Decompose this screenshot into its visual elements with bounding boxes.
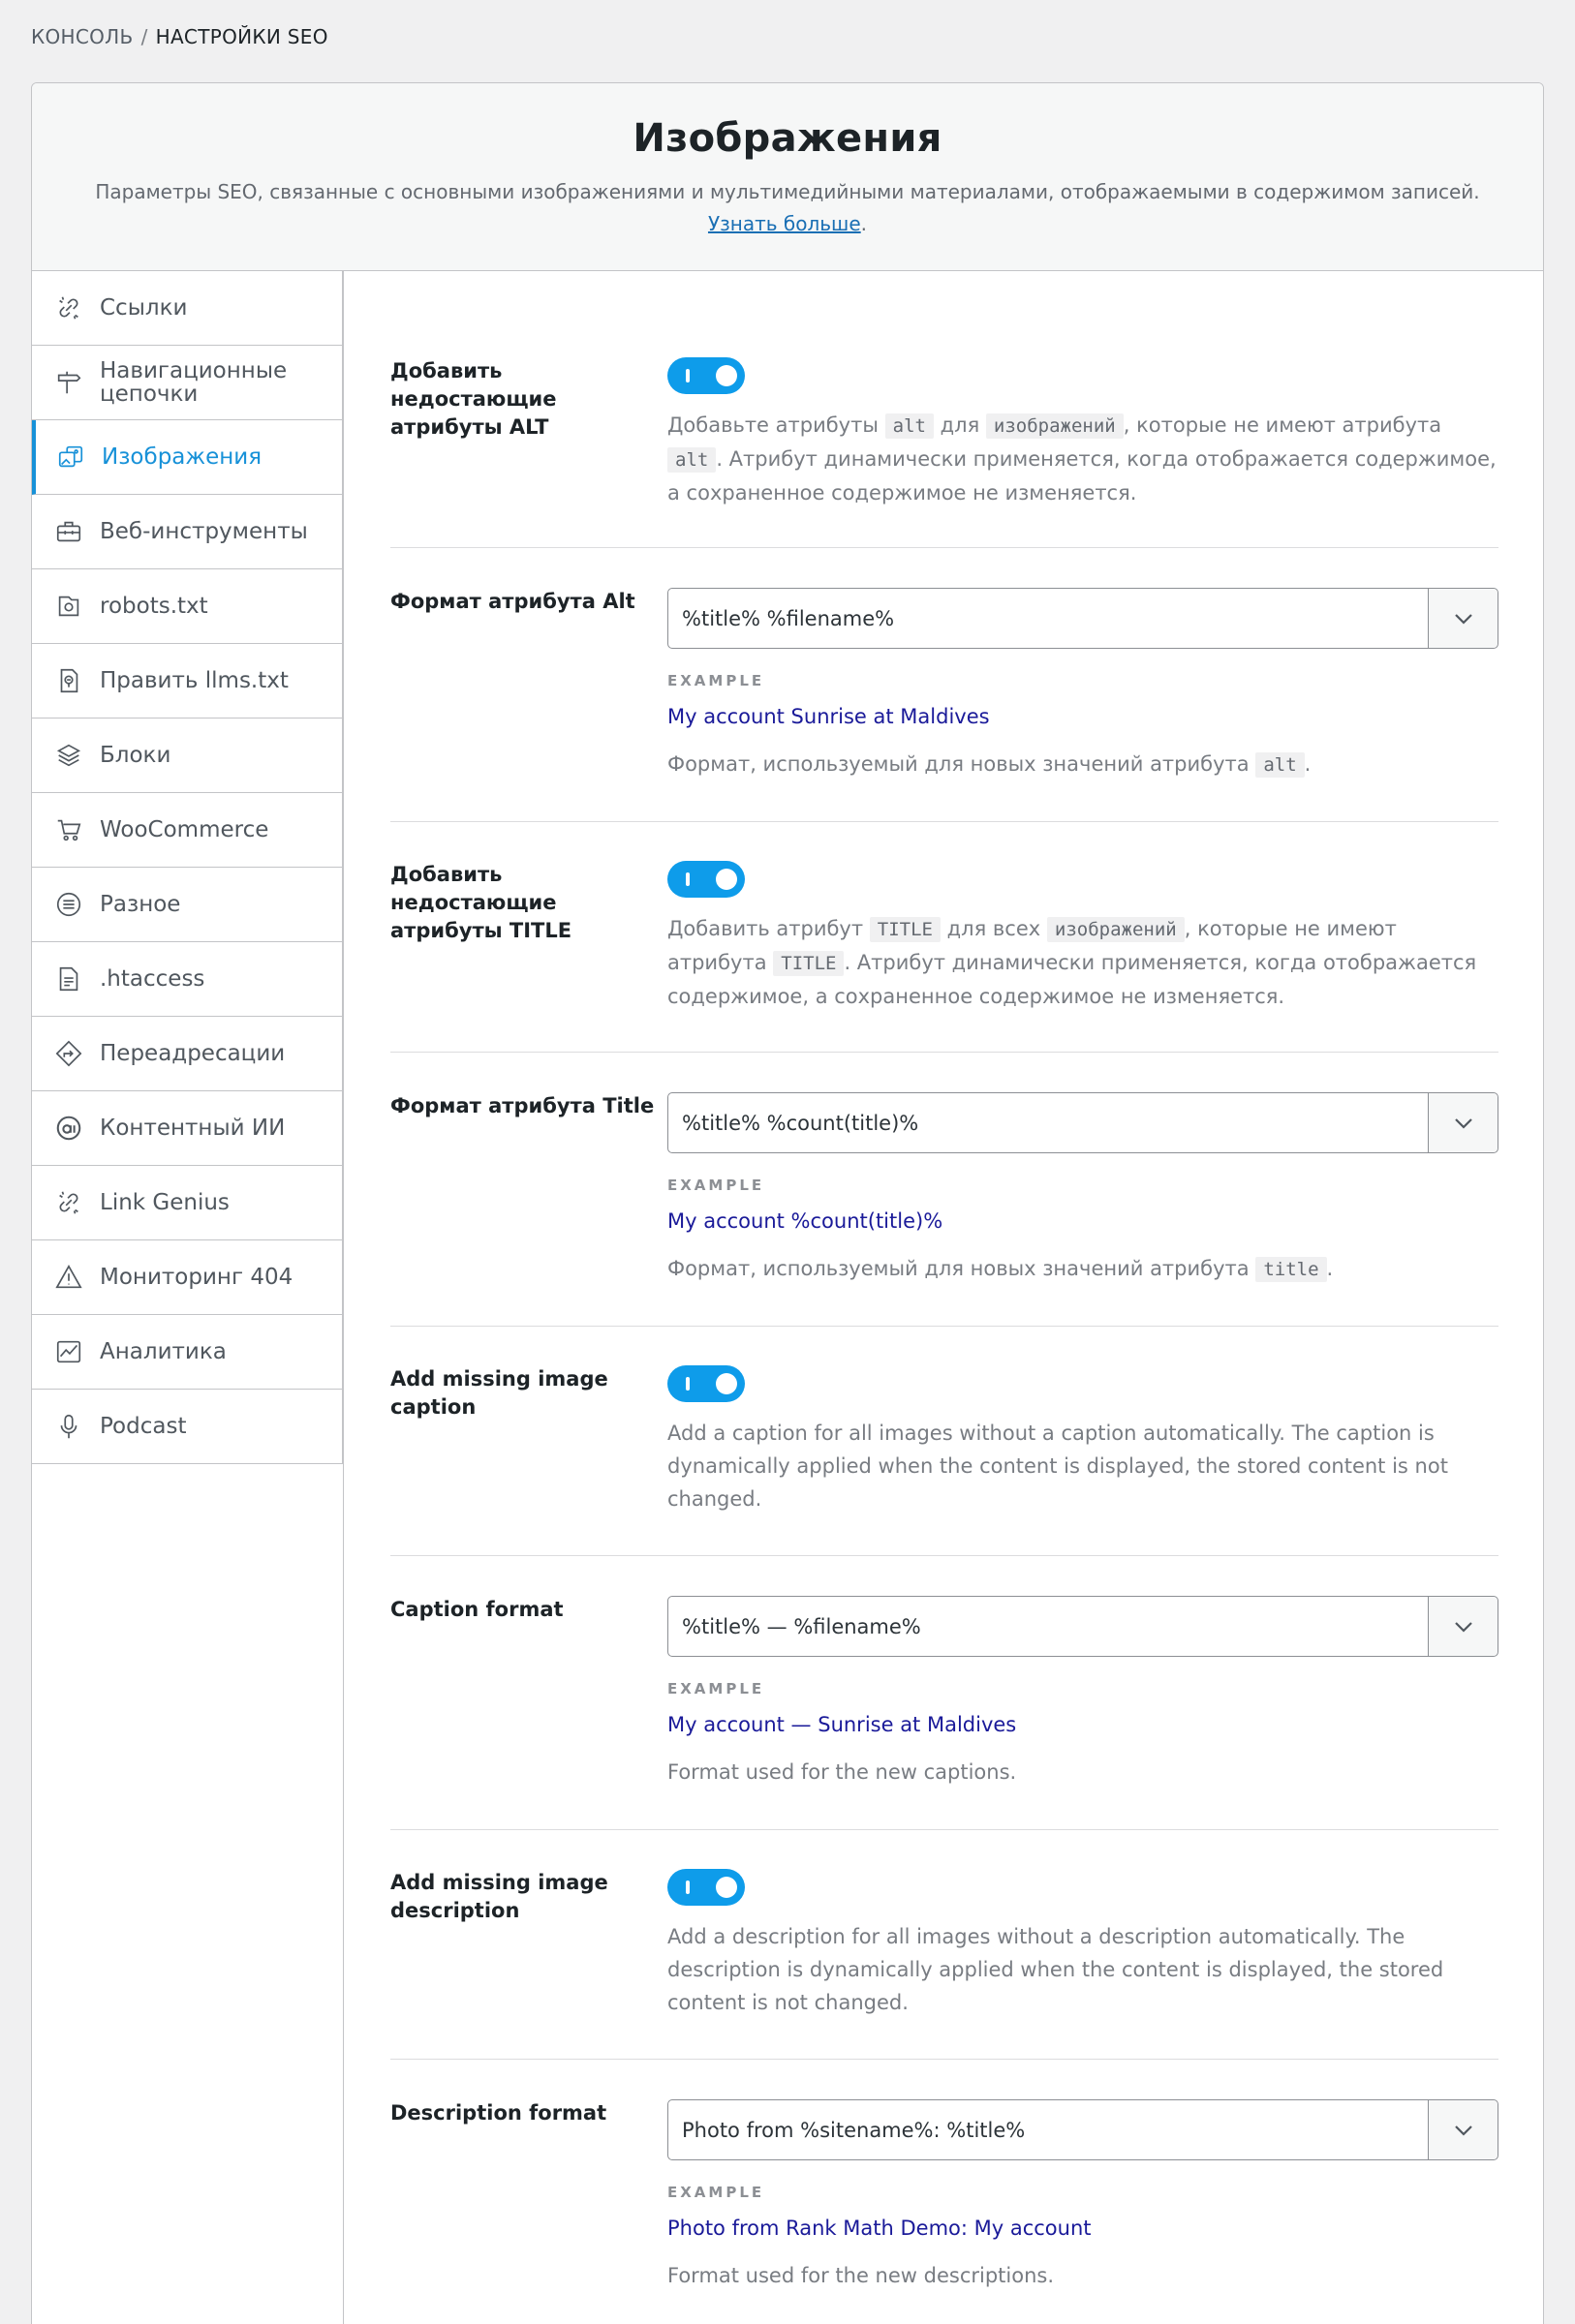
select-value: %title% %filename% bbox=[682, 606, 895, 630]
sidebar-nav bbox=[32, 271, 343, 1464]
page-title: Изображения bbox=[633, 116, 942, 161]
robot-file-icon bbox=[53, 591, 84, 622]
settings-panel bbox=[31, 82, 1544, 2324]
breadcrumb bbox=[31, 25, 328, 48]
setting-description: Format used for the new captions. bbox=[667, 1760, 1017, 1784]
warning-icon bbox=[53, 1262, 84, 1293]
desc-text: . bbox=[1326, 1257, 1334, 1280]
chevron-down-icon[interactable] bbox=[1428, 1597, 1498, 1656]
redirect-icon bbox=[53, 1038, 84, 1069]
llms-file-icon bbox=[53, 665, 84, 696]
page-description bbox=[32, 176, 1543, 240]
example-value: My account %count(title)% bbox=[667, 1209, 943, 1233]
setting-row-caption-format bbox=[390, 1556, 1498, 1830]
sidebar-item-htaccess[interactable] bbox=[32, 942, 342, 1017]
setting-row-title-format bbox=[390, 1053, 1498, 1327]
example-value: My account — Sunrise at Maldives bbox=[667, 1713, 1017, 1736]
code-snippet: TITLE bbox=[773, 951, 844, 976]
sidebar-item-llms[interactable] bbox=[32, 644, 342, 719]
sidebar-item-label: .htaccess bbox=[100, 966, 205, 992]
sidebar-item-woocommerce[interactable] bbox=[32, 793, 342, 868]
sidebar-item-redirections[interactable] bbox=[32, 1017, 342, 1091]
code-snippet: TITLE bbox=[870, 917, 941, 942]
sidebar-item-label: Контентный ИИ bbox=[100, 1116, 286, 1141]
analytics-icon bbox=[53, 1336, 84, 1367]
sidebar-item-label: Изображения bbox=[102, 444, 262, 470]
setting-row-alt-format bbox=[390, 548, 1498, 822]
example-label: EXAMPLE bbox=[667, 1177, 765, 1194]
setting-description: Add a description for all images without a description automatically. The description is dynamically applied when the content is displayed, the stored content is not changed. bbox=[667, 1925, 1444, 2014]
desc-text: , которые не имеют атрибута bbox=[667, 917, 1397, 974]
ai-icon bbox=[53, 1113, 84, 1144]
desc-text: . bbox=[1304, 752, 1312, 776]
signpost-icon bbox=[53, 367, 84, 398]
select-value: Photo from %sitename%: %title% bbox=[682, 2118, 1026, 2142]
code-snippet: alt bbox=[667, 447, 716, 473]
select-value: %title% %count(title)% bbox=[682, 1111, 919, 1135]
sidebar-item-label: Аналитика bbox=[100, 1339, 227, 1364]
setting-label: Добавить недостающие атрибуты ALT bbox=[390, 359, 557, 439]
desc-text: . Атрибут динамически применяется, когда отображается содержимое, а сохраненное содержимое не изменяется. bbox=[667, 447, 1497, 505]
code-snippet: alt bbox=[885, 413, 934, 439]
desc-text: Формат, используемый для новых значений атрибута bbox=[667, 1257, 1250, 1280]
setting-row-caption-toggle bbox=[390, 1327, 1498, 1556]
sidebar-item-content-ai[interactable] bbox=[32, 1091, 342, 1166]
desc-text: для bbox=[940, 413, 980, 437]
link-icon bbox=[53, 292, 84, 323]
sidebar-item-breadcrumbs[interactable] bbox=[32, 346, 342, 420]
code-snippet: title bbox=[1255, 1257, 1326, 1282]
desc-text: Формат, используемый для новых значений атрибута bbox=[667, 752, 1250, 776]
page-header bbox=[32, 83, 1543, 271]
cart-icon bbox=[53, 814, 84, 845]
alt-toggle-switch[interactable] bbox=[667, 357, 745, 394]
sidebar-item-analytics[interactable] bbox=[32, 1315, 342, 1390]
learn-more-suffix: . bbox=[860, 212, 868, 235]
desc-text: , которые не имеют атрибута bbox=[1123, 413, 1442, 437]
sidebar-item-links[interactable] bbox=[32, 271, 342, 346]
sidebar-item-label: robots.txt bbox=[100, 594, 208, 619]
misc-icon bbox=[53, 889, 84, 920]
blocks-icon bbox=[53, 740, 84, 771]
sidebar-item-label: Мониторинг 404 bbox=[100, 1265, 293, 1290]
setting-label: Add missing image description bbox=[390, 1871, 608, 1922]
toolbox-icon bbox=[53, 516, 84, 547]
caption-toggle-switch[interactable] bbox=[667, 1365, 745, 1402]
example-label: EXAMPLE bbox=[667, 1680, 765, 1697]
sidebar-item-label: Править llms.txt bbox=[100, 668, 289, 693]
sidebar-item-misc[interactable] bbox=[32, 868, 342, 942]
setting-description bbox=[667, 409, 1498, 509]
learn-more-link[interactable]: Узнать больше bbox=[707, 212, 861, 235]
sidebar-item-label: Переадресации bbox=[100, 1041, 286, 1066]
setting-description bbox=[667, 912, 1498, 1013]
setting-description bbox=[667, 748, 1498, 781]
sidebar-item-label: Ссылки bbox=[100, 295, 188, 321]
select-value: %title% — %filename% bbox=[682, 1614, 921, 1638]
sidebar-item-link-genius[interactable] bbox=[32, 1166, 342, 1240]
setting-row-description-toggle bbox=[390, 1830, 1498, 2060]
example-label: EXAMPLE bbox=[667, 2184, 765, 2201]
setting-description bbox=[667, 1252, 1498, 1286]
settings-content bbox=[344, 271, 1544, 2324]
code-snippet: изображений bbox=[986, 413, 1124, 439]
page-description-text: Параметры SEO, связанные с основными изображениями и мультимедийными материалами, отображаемыми в содержимом записей. bbox=[95, 180, 1480, 203]
example-label: EXAMPLE bbox=[667, 672, 765, 689]
title-format-select[interactable] bbox=[667, 1092, 1498, 1153]
setting-row-description-format bbox=[390, 2060, 1498, 2324]
alt-format-select[interactable] bbox=[667, 588, 1498, 649]
sidebar-item-label: Веб-инструменты bbox=[100, 519, 308, 544]
title-toggle-switch[interactable] bbox=[667, 861, 745, 898]
setting-row-alt-toggle bbox=[390, 271, 1498, 548]
sidebar-item-404-monitor[interactable] bbox=[32, 1240, 342, 1315]
link-genius-icon bbox=[53, 1187, 84, 1218]
setting-label: Description format bbox=[390, 2101, 607, 2125]
setting-label: Add missing image caption bbox=[390, 1367, 608, 1419]
desc-text: для всех bbox=[946, 917, 1041, 940]
code-snippet: изображений bbox=[1047, 917, 1185, 942]
setting-label: Формат атрибута Alt bbox=[390, 590, 635, 613]
caption-format-select[interactable] bbox=[667, 1596, 1498, 1657]
desc-text: Добавить атрибут bbox=[667, 917, 864, 940]
setting-label: Caption format bbox=[390, 1598, 564, 1621]
sidebar-item-label: Link Genius bbox=[100, 1190, 230, 1215]
chevron-down-icon[interactable] bbox=[1428, 2100, 1498, 2159]
sidebar-item-blocks[interactable] bbox=[32, 719, 342, 793]
breadcrumb-parent-link[interactable]: КОНСОЛЬ bbox=[31, 25, 134, 48]
example-value: Photo from Rank Math Demo: My account bbox=[667, 2217, 1092, 2240]
description-toggle-switch[interactable] bbox=[667, 1869, 745, 1906]
sidebar-item-webmaster-tools[interactable] bbox=[32, 495, 342, 569]
chevron-down-icon[interactable] bbox=[1428, 589, 1498, 648]
example-value: My account Sunrise at Maldives bbox=[667, 705, 990, 728]
setting-description: Format used for the new descriptions. bbox=[667, 2264, 1054, 2287]
sidebar-item-label: Блоки bbox=[100, 743, 171, 768]
sidebar-item-robots[interactable] bbox=[32, 569, 342, 644]
description-format-select[interactable] bbox=[667, 2099, 1498, 2160]
breadcrumb-current: НАСТРОЙКИ SEO bbox=[155, 25, 328, 48]
setting-label: Формат атрибута Title bbox=[390, 1094, 655, 1117]
sidebar-item-label: Podcast bbox=[100, 1414, 187, 1439]
sidebar-item-images[interactable] bbox=[32, 420, 342, 495]
setting-row-title-toggle bbox=[390, 822, 1498, 1053]
desc-text: Добавьте атрибуты bbox=[667, 413, 879, 437]
setting-description: Add a caption for all images without a caption automatically. The caption is dynamically applied when the content is displayed, the stored content is not changed. bbox=[667, 1422, 1448, 1511]
sidebar-item-label: Разное bbox=[100, 892, 181, 917]
chevron-down-icon[interactable] bbox=[1428, 1093, 1498, 1152]
microphone-icon bbox=[53, 1411, 84, 1442]
sidebar-item-podcast[interactable] bbox=[32, 1390, 342, 1464]
desc-text: . Атрибут динамически применяется, когда отображается содержимое, а сохраненное содержимое не изменяется. bbox=[667, 951, 1477, 1008]
code-snippet: alt bbox=[1255, 752, 1304, 778]
setting-label: Добавить недостающие атрибуты TITLE bbox=[390, 863, 572, 942]
images-icon bbox=[55, 442, 86, 473]
sidebar-item-label: Навигационные цепочки bbox=[100, 358, 288, 407]
file-icon bbox=[53, 963, 84, 994]
breadcrumb-separator: / bbox=[140, 25, 148, 48]
sidebar-item-label: WooCommerce bbox=[100, 817, 269, 842]
